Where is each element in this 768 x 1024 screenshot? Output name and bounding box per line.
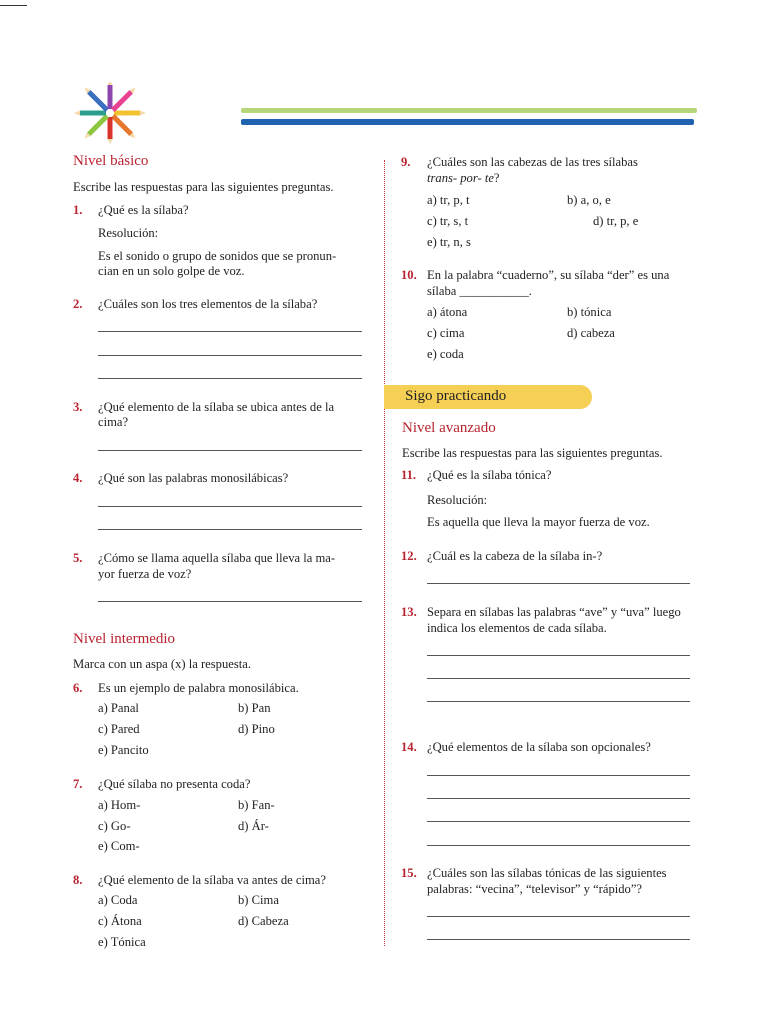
column-divider: [384, 160, 385, 946]
question-number: 2.: [73, 297, 83, 311]
question-number: 14.: [401, 740, 417, 754]
answer-line[interactable]: [427, 798, 690, 799]
answer-line[interactable]: [427, 939, 690, 940]
question-13-text-line: indica los elementos de cada sílaba.: [427, 621, 607, 635]
option-a[interactable]: a) Panal: [98, 701, 139, 715]
question-9-text-line: [427, 170, 500, 186]
answer-line[interactable]: [427, 821, 690, 822]
question-number: 4.: [73, 471, 83, 485]
answer-line[interactable]: [98, 355, 362, 356]
option-c[interactable]: c) cima: [427, 326, 465, 340]
question-13-text-line: Separa en sílabas las palabras “ave” y “uva” luego: [427, 605, 681, 619]
option-d[interactable]: d) Pino: [238, 722, 275, 736]
question-14-text: ¿Qué elementos de la sílaba son opcionales?: [427, 740, 651, 754]
answer-line[interactable]: [427, 916, 690, 917]
option-c[interactable]: c) Go-: [98, 819, 131, 833]
option-c[interactable]: c) Pared: [98, 722, 140, 736]
question-12-text: ¿Cuál es la cabeza de la sílaba in-?: [427, 549, 603, 563]
question-number: 13.: [401, 605, 417, 619]
option-a[interactable]: a) átona: [427, 305, 468, 319]
question-3-text-line: ¿Qué elemento de la sílaba se ubica antes de la: [98, 400, 335, 414]
question-9-text-line: ¿Cuáles son las cabezas de las tres sílabas: [427, 155, 638, 169]
question-number: 12.: [401, 549, 417, 563]
option-d[interactable]: d) Ár-: [238, 819, 269, 833]
option-b[interactable]: b) Pan: [238, 701, 271, 715]
option-b[interactable]: b) Cima: [238, 893, 279, 907]
question-number: 3.: [73, 400, 83, 414]
question-1-text: ¿Qué es la sílaba?: [98, 203, 189, 217]
answer-line[interactable]: [427, 583, 690, 584]
option-e[interactable]: e) Com-: [98, 839, 140, 853]
option-d[interactable]: d) tr, p, e: [593, 214, 639, 228]
resolution-text-line: cian en un solo golpe de voz.: [98, 264, 245, 278]
question-15-text-line: palabras: “vecina”, “televisor” y “rápido”?: [427, 882, 643, 896]
resolution-label: Resolución:: [427, 493, 488, 507]
resolution-text-line: Es el sonido o grupo de sonidos que se pronun-: [98, 249, 337, 263]
question-number: 6.: [73, 681, 83, 695]
option-e[interactable]: e) tr, n, s: [427, 235, 471, 249]
question-number: 11.: [401, 468, 417, 482]
question-number: 8.: [73, 873, 83, 887]
question-10-text-line: sílaba ___________.: [427, 284, 532, 298]
colored-pencils-star-icon: [74, 82, 146, 144]
heading-nivel-basico: Nivel básico: [73, 153, 149, 169]
answer-line[interactable]: [427, 775, 690, 776]
answer-line[interactable]: [98, 331, 362, 332]
question-number: 15.: [401, 866, 417, 880]
question-7-text: ¿Qué sílaba no presenta coda?: [98, 777, 251, 791]
question-8-text: ¿Qué elemento de la sílaba va antes de cima?: [98, 873, 326, 887]
italic-syllables: trans- por- te: [427, 171, 494, 185]
option-b[interactable]: b) a, o, e: [567, 193, 611, 207]
answer-line[interactable]: [427, 701, 690, 702]
question-3-text-line: cima?: [98, 415, 129, 429]
option-a[interactable]: a) Hom-: [98, 798, 141, 812]
option-b[interactable]: b) Fan-: [238, 798, 275, 812]
option-e[interactable]: e) Pancito: [98, 743, 149, 757]
option-d[interactable]: d) Cabeza: [238, 914, 289, 928]
question-5-text-line: yor fuerza de voz?: [98, 567, 192, 581]
question-number: 10.: [401, 268, 417, 282]
answer-line[interactable]: [427, 655, 690, 656]
header-green-bar: [241, 108, 697, 113]
option-b[interactable]: b) tónica: [567, 305, 612, 319]
answer-line[interactable]: [98, 506, 362, 507]
option-a[interactable]: a) tr, p, t: [427, 193, 470, 207]
banner-label: Sigo practicando: [405, 388, 507, 404]
heading-nivel-avanzado: Nivel avanzado: [402, 420, 496, 436]
answer-line[interactable]: [427, 845, 690, 846]
option-a[interactable]: a) Coda: [98, 893, 138, 907]
option-e[interactable]: e) Tónica: [98, 935, 146, 949]
resolution-label: Resolución:: [98, 226, 159, 240]
question-5-text-line: ¿Cómo se llama aquella sílaba que lleva la ma-: [98, 551, 336, 565]
heading-nivel-intermedio: Nivel intermedio: [73, 631, 176, 647]
question-number: 7.: [73, 777, 83, 791]
question-4-text: ¿Qué son las palabras monosilábicas?: [98, 471, 289, 485]
question-mark: ?: [493, 171, 500, 185]
instruction-avanzado: Escribe las respuestas para las siguientes preguntas.: [402, 446, 663, 460]
instruction-basico: Escribe las respuestas para las siguientes preguntas.: [73, 180, 334, 194]
option-c[interactable]: c) tr, s, t: [427, 214, 469, 228]
top-corner-rule: [0, 5, 27, 6]
answer-line[interactable]: [98, 601, 362, 602]
question-number: 1.: [73, 203, 83, 217]
question-number: 5.: [73, 551, 83, 565]
resolution-text: Es aquella que lleva la mayor fuerza de voz.: [427, 515, 650, 529]
header-blue-bar: [241, 119, 694, 125]
answer-line[interactable]: [98, 378, 362, 379]
question-15-text-line: ¿Cuáles son las sílabas tónicas de las siguientes: [427, 866, 667, 880]
answer-line[interactable]: [98, 450, 362, 451]
option-d[interactable]: d) cabeza: [567, 326, 615, 340]
question-2-text: ¿Cuáles son los tres elementos de la sílaba?: [98, 297, 318, 311]
answer-line[interactable]: [427, 678, 690, 679]
option-e[interactable]: e) coda: [427, 347, 464, 361]
question-6-text: Es un ejemplo de palabra monosilábica.: [98, 681, 299, 695]
instruction-intermedio: Marca con un aspa (x) la respuesta.: [73, 657, 251, 671]
answer-line[interactable]: [98, 529, 362, 530]
option-c[interactable]: c) Átona: [98, 914, 142, 928]
question-number: 9.: [401, 155, 411, 169]
question-11-text: ¿Qué es la sílaba tónica?: [427, 468, 552, 482]
question-10-text-line: En la palabra “cuaderno”, su sílaba “der” es una: [427, 268, 670, 282]
